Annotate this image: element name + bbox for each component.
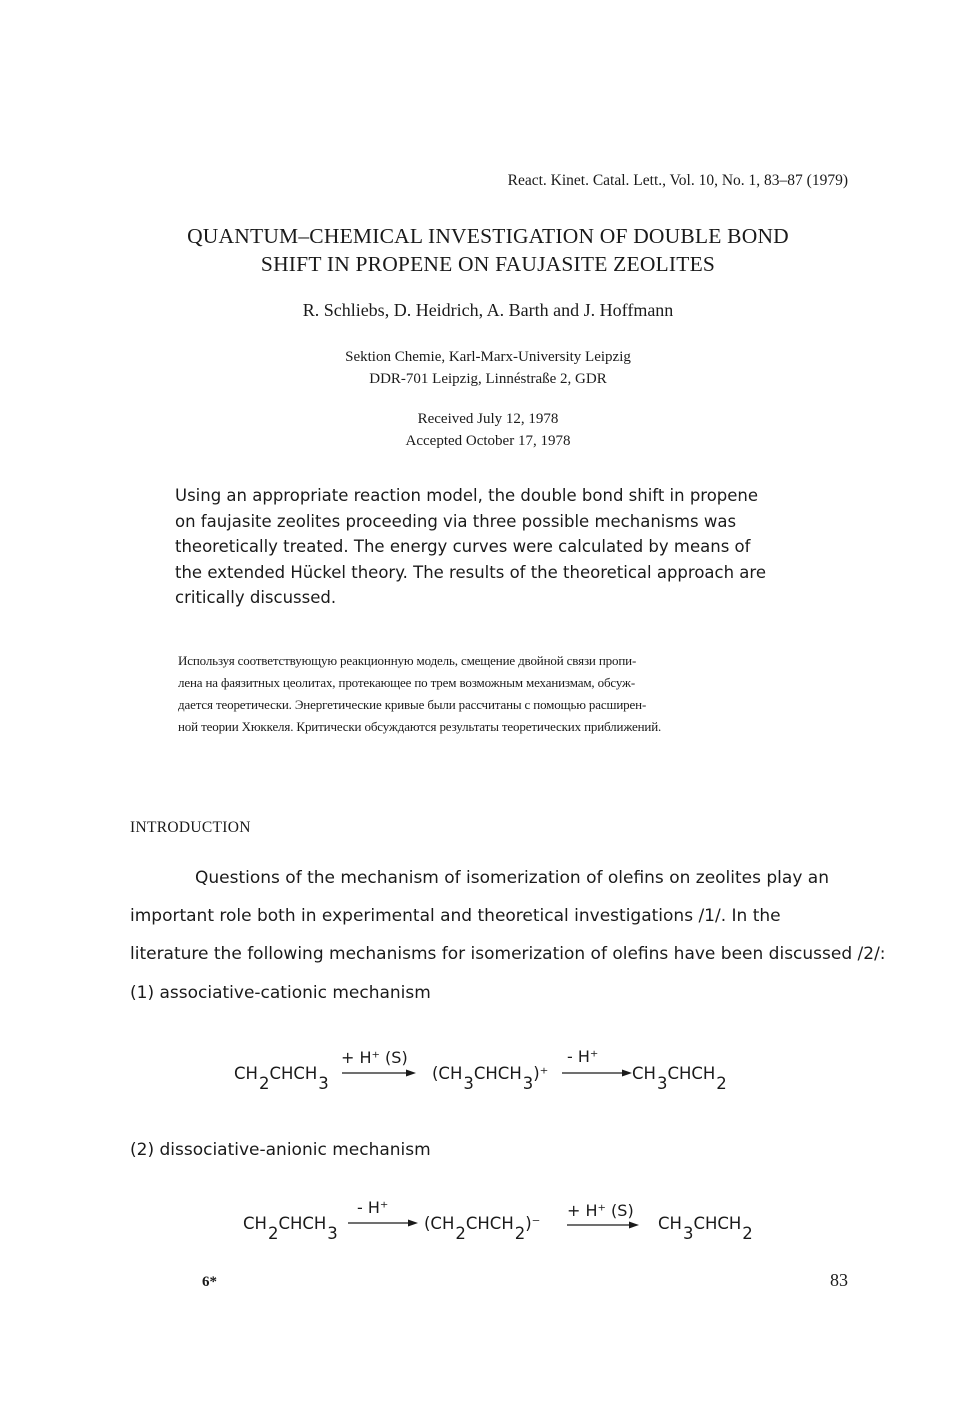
abstract-en-line: theoretically treated. The energy curves were calculated by means of [175,537,751,556]
journal-reference: React. Kinet. Catal. Lett., Vol. 10, No. 1, 83–87 (1979) [507,172,848,189]
abstract-en-line: critically discussed. [175,588,337,607]
reactant-formula: CH2CHCH3 [234,1064,329,1093]
abstract-english [175,483,766,611]
authors: R. Schliebs, D. Heidrich, A. Barth and J. Hoffmann [302,300,674,320]
abstract-en-line: Using an appropriate reaction model, the double bond shift in propene [175,486,759,505]
affiliation [0,346,976,390]
reaction-arrow [342,1068,416,1078]
paper-title [0,222,976,278]
intermediate-anion: (CH2CHCH2)⁻ [424,1214,541,1243]
received-date: Received July 12, 1978 [417,411,559,427]
reaction-arrow [562,1068,632,1078]
abstract-ru-line: дается теоретически. Энергетические кривые были рассчитаны с помощью расширен- [178,697,647,712]
abstract-ru-line: Используя соответствующую реакционную модель, смещение двойной связи пропи- [178,653,637,668]
reaction-arrow [348,1218,418,1228]
affiliation-line-1: Sektion Chemie, Karl-Marx-University Leipzig [345,349,631,365]
abstract-ru-line: ной теории Хюккеля. Критически обсуждаются результаты теоретических приближений. [178,719,662,734]
arrow-label: - H⁺ [357,1198,389,1217]
abstract-russian [178,650,661,738]
abstract-ru-line: лена на фаязитных цеолитах, протекающее по трем возможным механизмам, обсуж- [178,675,636,690]
mechanism-2-label: (2) dissociative-anionic mechanism [130,1140,431,1160]
reaction-arrow [567,1220,639,1230]
arrow-label: - H⁺ [567,1047,599,1066]
arrow-label: + H⁺ (S) [567,1201,634,1220]
intermediate-cation: (CH3CHCH3)⁺ [432,1064,549,1093]
title-line-1: QUANTUM–CHEMICAL INVESTIGATION OF DOUBLE BOND [187,224,789,248]
mechanism-1-label: (1) associative-cationic mechanism [130,983,431,1003]
abstract-en-line: the extended Hückel theory. The results of the theoretical approach are [175,562,766,582]
page-number: 83 [830,1270,848,1290]
paragraph-line: literature the following mechanisms for isomerization of olefins have been discussed /2/: [130,944,886,964]
dates [0,408,976,452]
reactant-formula: CH2CHCH3 [243,1214,338,1243]
affiliation-line-2: DDR-701 Leipzig, Linnéstraße 2, GDR [369,371,607,387]
title-line-2: SHIFT IN PROPENE ON FAUJASITE ZEOLITES [260,252,716,276]
paragraph-line: Questions of the mechanism of isomerization of olefins on zeolites play an [195,868,829,888]
paragraph-line: important role both in experimental and theoretical investigations /1/. In the [130,906,781,926]
product-formula: CH3CHCH2 [632,1064,727,1093]
section-heading-introduction: INTRODUCTION [130,819,251,836]
abstract-en-line: on faujasite zeolites proceeding via three possible mechanisms was [175,511,737,531]
accepted-date: Accepted October 17, 1978 [405,433,571,449]
arrow-label: + H⁺ (S) [341,1048,408,1067]
signature-marker: 6* [202,1274,217,1290]
product-formula: CH3CHCH2 [658,1214,753,1243]
